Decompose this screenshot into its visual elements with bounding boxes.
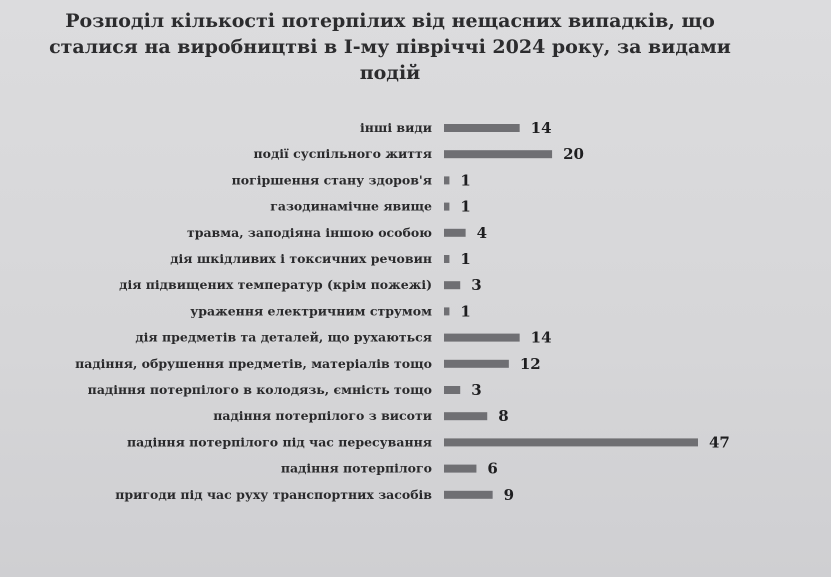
- category-label: дія підвищених температур (крім пожежі): [119, 277, 432, 293]
- data-label: 1: [460, 197, 471, 216]
- bar: [444, 150, 552, 158]
- category-label: падіння потерпілого в колодязь, ємність тощо: [87, 382, 432, 397]
- bar: [444, 255, 449, 263]
- chart-title: Розподіл кількості потерпілих від нещасних випадків, що сталися на виробництві в І-му півріччі 2024 року, за видами подій: [49, 10, 731, 84]
- bar: [444, 412, 487, 420]
- category-label: падіння потерпілого з висоти: [213, 408, 432, 424]
- data-label: 12: [519, 354, 541, 373]
- category-label: травма, заподіяна іншою особою: [186, 224, 432, 240]
- bar: [444, 203, 449, 211]
- data-label: 3: [471, 276, 482, 295]
- category-label: газодинамічне явище: [270, 198, 432, 214]
- bar: [444, 491, 493, 499]
- data-label: 6: [487, 459, 498, 478]
- category-label: дія шкідливих і токсичних речовин: [170, 251, 432, 266]
- data-label: 20: [563, 145, 584, 164]
- bar: [444, 176, 449, 184]
- data-label: 8: [498, 407, 509, 426]
- data-label: 9: [503, 485, 515, 504]
- bar: [444, 438, 698, 446]
- category-label: дія предметів та деталей, що рухаються: [135, 329, 432, 345]
- data-label: 1: [460, 250, 471, 268]
- category-label: погіршення стану здоров'я: [231, 172, 432, 188]
- category-label: інші види: [360, 120, 432, 135]
- data-label: 47: [709, 433, 730, 452]
- category-label: пригоди під час руху транспортних засобів: [115, 486, 432, 502]
- category-label: падіння потерпілого під час пересування: [126, 434, 432, 450]
- bar: [444, 229, 466, 237]
- data-label: 14: [530, 119, 552, 137]
- bar: [444, 465, 476, 473]
- category-label: ураження електричним струмом: [190, 303, 432, 319]
- bar: [444, 281, 460, 289]
- data-label: 1: [460, 171, 471, 190]
- category-label: падіння потерпілого: [280, 460, 432, 476]
- data-label: 3: [471, 381, 482, 399]
- bar: [444, 124, 520, 132]
- category-label: події суспільного життя: [253, 146, 432, 162]
- bar: [444, 334, 520, 342]
- data-label: 1: [460, 302, 471, 321]
- bar: [444, 307, 449, 315]
- bar: [444, 386, 460, 394]
- data-label: 4: [476, 223, 488, 242]
- bar: [444, 360, 509, 368]
- category-label: падіння, обрушення предметів, матеріалів тощо: [75, 355, 432, 371]
- data-label: 14: [530, 328, 552, 347]
